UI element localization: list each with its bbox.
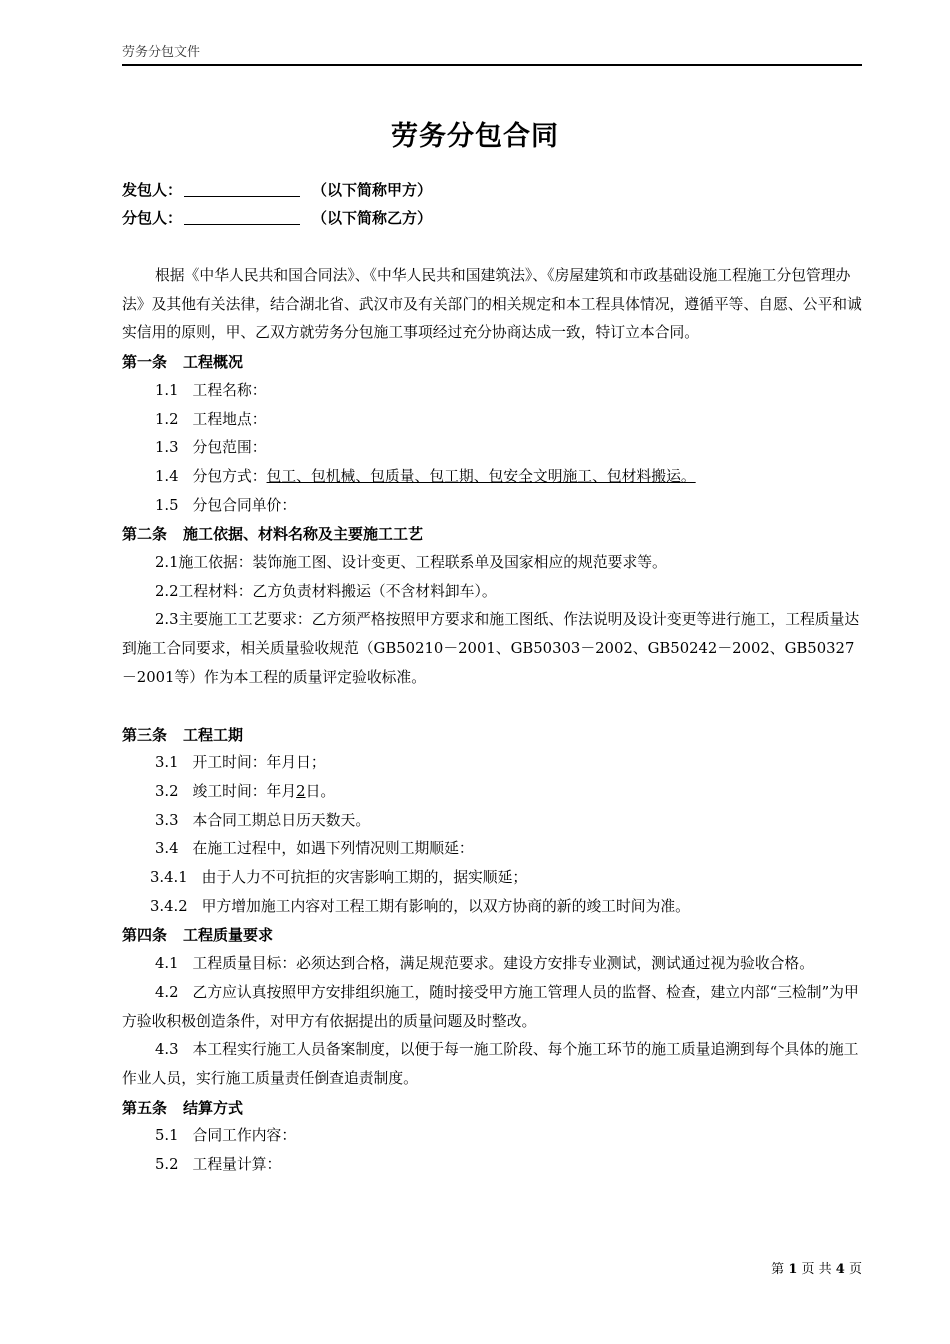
clause-text: 本工程实行施工人员备案制度，以便于每一施工阶段、每个施工环节的施工质量追溯到每个具体的施工作业人员，实行施工质量责任倒查追责制度。 xyxy=(122,1041,859,1087)
preamble: 根据《中华人民共和国合同法》、《中华人民共和国建筑法》、《房屋建筑和市政基础设施工程施工分包管理办法》及其他有关法律，结合湖北省、武汉市及有关部门的相关规定和本工程具体情况，遵循平等、自愿、公平和诚实信用的原则，甲、乙双方就劳务分包施工事项经过充分协商达成一致，特订立本合同。 xyxy=(122,267,862,342)
article-number: 第五条 xyxy=(122,1098,168,1117)
clause-2-2: 2.2工程材料：乙方负责材料搬运（不含材料卸车）。 xyxy=(155,582,497,600)
article-5-heading xyxy=(122,1094,862,1123)
clause-number: 4.3 xyxy=(155,1041,179,1059)
page-number-middle: 页 共 xyxy=(801,1262,832,1277)
clause-text: 乙方应认真按照甲方安排组织施工，随时接受甲方施工管理人员的监督、检查，建立内部“三检制”为甲方验收积极创造条件，对甲方有依据提出的质量问题及时整改。 xyxy=(122,983,859,1030)
clause-text: 竣工时间：年月 xyxy=(192,782,297,800)
article-3-heading xyxy=(122,721,862,750)
article-number: 第四条 xyxy=(122,926,168,945)
party-label: 发包人： xyxy=(122,181,183,199)
article-2-heading xyxy=(122,520,862,549)
clause-3-4-2 xyxy=(122,893,862,922)
page-number-prefix: 第 xyxy=(771,1262,785,1277)
clause-1-2 xyxy=(122,406,862,435)
fill-blank[interactable] xyxy=(184,210,300,225)
page-number xyxy=(771,1258,862,1277)
clause-4-1 xyxy=(122,950,862,979)
party-subcontractor xyxy=(122,207,432,228)
clause-text: 工程质量目标：必须达到合格，满足规范要求。建设方安排专业测试，测试通过视为验收合格。 xyxy=(192,955,815,973)
clause-3-4 xyxy=(122,835,862,864)
article-title: 工程质量要求 xyxy=(183,926,274,945)
contract-body xyxy=(122,262,862,1180)
clause-number: 3.4.1 xyxy=(150,869,188,887)
clause-1-5 xyxy=(122,492,862,521)
clause-text: 分包合同单价： xyxy=(192,496,297,514)
clause-text: 甲方增加施工内容对工程工期有影响的，以双方协商的新的竣工时间为准。 xyxy=(201,897,690,915)
header-text: 劳务分包文件 xyxy=(122,45,201,60)
article-title: 结算方式 xyxy=(183,1098,244,1117)
document-title: 劳务分包合同 xyxy=(391,121,559,152)
clause-number: 5.1 xyxy=(155,1127,179,1145)
clause-3-3 xyxy=(122,807,862,836)
clause-number: 3.4.2 xyxy=(150,897,188,915)
clause-text: 合同工作内容： xyxy=(192,1127,297,1145)
clause-number: 3.1 xyxy=(155,754,179,772)
clause-number: 4.2 xyxy=(155,983,179,1001)
clause-3-2 xyxy=(122,778,862,807)
clause-text: 分包范围： xyxy=(192,439,267,457)
clause-text: 工程地点： xyxy=(192,410,267,428)
clause-3-1 xyxy=(122,749,862,778)
article-1-heading xyxy=(122,348,862,377)
page-number-suffix: 页 xyxy=(848,1262,862,1277)
clause-number: 3.4 xyxy=(155,840,179,858)
clause-text: 本合同工期总日历天数天。 xyxy=(192,811,371,829)
article-4-heading xyxy=(122,921,862,950)
clause-number: 1.1 xyxy=(155,381,179,399)
clause-2-1: 2.1施工依据：装饰施工图、设计变更、工程联系单及国家相应的规范要求等。 xyxy=(155,554,667,572)
fill-blank[interactable] xyxy=(184,182,300,197)
clause-text: 开工时间：年月日； xyxy=(192,754,326,772)
party-employer xyxy=(122,179,432,200)
article-number: 第二条 xyxy=(122,525,168,544)
clause-text: 由于人力不可抗拒的灾害影响工期的，据实顺延； xyxy=(201,869,528,887)
clause-underlined-text: 包工、包机械、包质量、包工期、包安全文明施工、包材料搬运。 xyxy=(266,467,696,485)
clause-underlined-text: 2 xyxy=(296,782,306,800)
article-title: 工程工期 xyxy=(183,725,244,744)
spacer xyxy=(122,693,862,721)
clause-4-3 xyxy=(122,1036,862,1093)
article-number: 第一条 xyxy=(122,353,168,372)
clause-number: 5.2 xyxy=(155,1156,179,1174)
clause-5-1 xyxy=(122,1122,862,1151)
clause-number: 3.3 xyxy=(155,811,179,829)
clause-number: 1.3 xyxy=(155,439,179,457)
party-note: （以下简称甲方） xyxy=(312,181,433,199)
clause-text: 工程量计算： xyxy=(192,1156,282,1174)
clause-number: 1.4 xyxy=(155,467,179,485)
clause-4-2 xyxy=(122,979,862,1036)
clause-1-4 xyxy=(122,463,862,492)
clause-number: 4.1 xyxy=(155,955,179,973)
article-title: 工程概况 xyxy=(183,353,244,372)
clause-text: 工程名称： xyxy=(192,381,267,399)
clause-text: 分包方式： xyxy=(192,467,267,485)
clause-2-3: 2.3主要施工工艺要求：乙方须严格按照甲方要求和施工图纸、作法说明及设计变更等进行施工，工程质量达到施工合同要求，相关质量验收规范（GB50210－2001、GB50303－2002、GB50242－2002、GB50327－2001等）作为本工程的质量评定验收标准。 xyxy=(122,611,860,686)
article-title: 施工依据、材料名称及主要施工工艺 xyxy=(183,525,424,544)
clause-number: 3.2 xyxy=(155,782,179,800)
article-number: 第三条 xyxy=(122,725,168,744)
clause-5-2 xyxy=(122,1151,862,1180)
clause-3-4-1 xyxy=(122,864,862,893)
page-header xyxy=(122,46,862,66)
party-note: （以下简称乙方） xyxy=(312,209,433,227)
clause-text: 日。 xyxy=(305,782,336,800)
clause-1-1 xyxy=(122,377,862,406)
current-page: 1 xyxy=(788,1262,798,1277)
clause-text: 在施工过程中，如遇下列情况则工期顺延： xyxy=(192,840,474,858)
clause-1-3 xyxy=(122,434,862,463)
clause-number: 1.5 xyxy=(155,496,179,514)
total-pages: 4 xyxy=(835,1262,845,1277)
clause-number: 1.2 xyxy=(155,410,179,428)
party-label: 分包人： xyxy=(122,209,183,227)
